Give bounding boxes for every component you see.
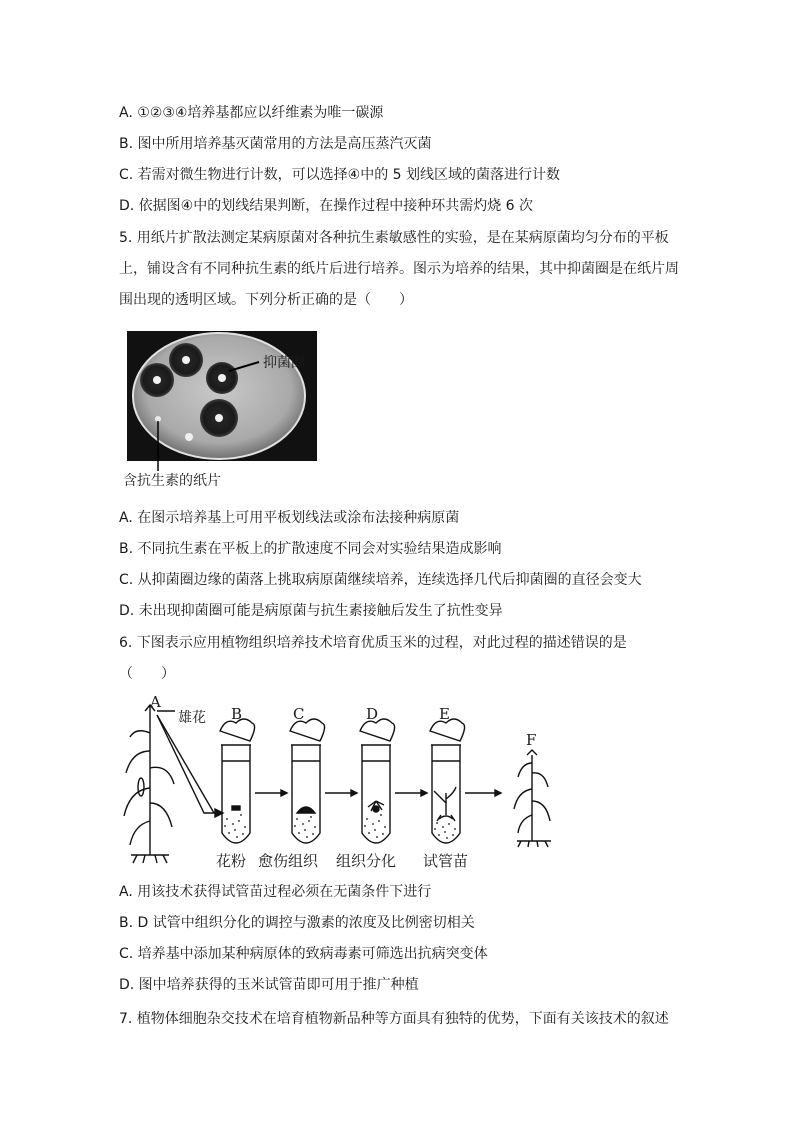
q4-option-c: C. 若需对微生物进行计数，可以选择④中的 5 划线区域的菌落进行计数 [119, 167, 561, 183]
fig-label-d: D [366, 705, 379, 723]
antibiotic-disc-no-zone-2 [185, 433, 193, 441]
label-inhibition-zone: 抑菌圈 [263, 355, 305, 371]
q7-stem-line-1: 7. 植物体细胞杂交技术在培育植物新品种等方面具有独特的优势，下面有关该技术的叙述 [119, 1011, 669, 1027]
q6-option-b: B. D 试管中组织分化的调控与激素的浓度及比例密切相关 [119, 915, 475, 931]
test-tube-d [360, 719, 395, 843]
test-tube-e [430, 719, 465, 843]
stage-label-plantlet: 试管苗 [423, 852, 469, 870]
q5-stem-line-2: 上，铺设含有不同种抗生素的纸片后进行培养。图示为培养的结果，其中抑菌圈是在纸片周 [119, 261, 679, 277]
antibiotic-disc-top [182, 356, 190, 364]
antibiotic-disc-right [218, 374, 226, 382]
q5-option-b: B. 不同抗生素在平板上的扩散速度不同会对实验结果造成影响 [119, 541, 502, 557]
corn-plant-f [514, 750, 551, 847]
q4-option-b: B. 图中所用培养基灭菌常用的方法是高压蒸汽灭菌 [119, 136, 432, 152]
fig-label-b: B [231, 705, 243, 723]
q5-option-c: C. 从抑菌圈边缘的菌落上挑取病原菌继续培养，连续选择几代后抑菌圈的直径会变大 [119, 572, 642, 588]
corn-plant-a [124, 705, 214, 863]
q6-option-d: D. 图中培养获得的玉米试管苗即可用于推广种植 [119, 977, 419, 993]
q5-stem-line-1: 5. 用纸片扩散法测定某病原菌对各种抗生素敏感性的实验，是在某病原菌均匀分布的平板 [119, 230, 669, 246]
antibiotic-disc-left [153, 376, 161, 384]
fig-label-c: C [293, 705, 305, 723]
stage-label-differentiation: 组织分化 [336, 852, 397, 870]
culture-medium-dots [224, 814, 456, 839]
q4-option-a: A. ①②③④培养基都应以纤维素为唯一碳源 [119, 105, 384, 121]
test-tube-c [290, 719, 325, 843]
label-antibiotic-disc: 含抗生素的纸片 [123, 473, 221, 489]
q5-option-a: A. 在图示培养基上可用平板划线法或涂布法接种病原菌 [119, 510, 460, 526]
fig-label-a: A [150, 693, 161, 711]
stage-label-callus: 愈伤组织 [258, 852, 319, 870]
q6-stem-line-2: （ ） [119, 666, 175, 682]
q6-stem-line-1: 6. 下图表示应用植物组织培养技术培育优质玉米的过程，对此过程的描述错误的是 [119, 635, 627, 651]
fig-label-male-flower: 雄花 [178, 710, 206, 726]
q6-option-a: A. 用该技术获得试管苗过程必须在无菌条件下进行 [119, 884, 432, 900]
stage-label-pollen: 花粉 [216, 852, 247, 870]
q5-stem-line-3: 围出现的透明区域。下列分析正确的是（ ） [119, 292, 413, 308]
q6-option-c: C. 培养基中添加某种病原体的致病毒素可筛选出抗病突变体 [119, 946, 488, 962]
test-tube-b [220, 719, 255, 843]
antibiotic-disc-lower-right [215, 414, 223, 422]
q4-option-d: D. 依据图④中的划线结果判断，在操作过程中接种环共需灼烧 6 次 [119, 198, 534, 214]
q5-option-d: D. 未出现抑菌圈可能是病原菌与抗生素接触后发生了抗性变异 [119, 603, 503, 619]
fig-label-f: F [526, 731, 537, 749]
fig-label-e: E [439, 705, 450, 723]
